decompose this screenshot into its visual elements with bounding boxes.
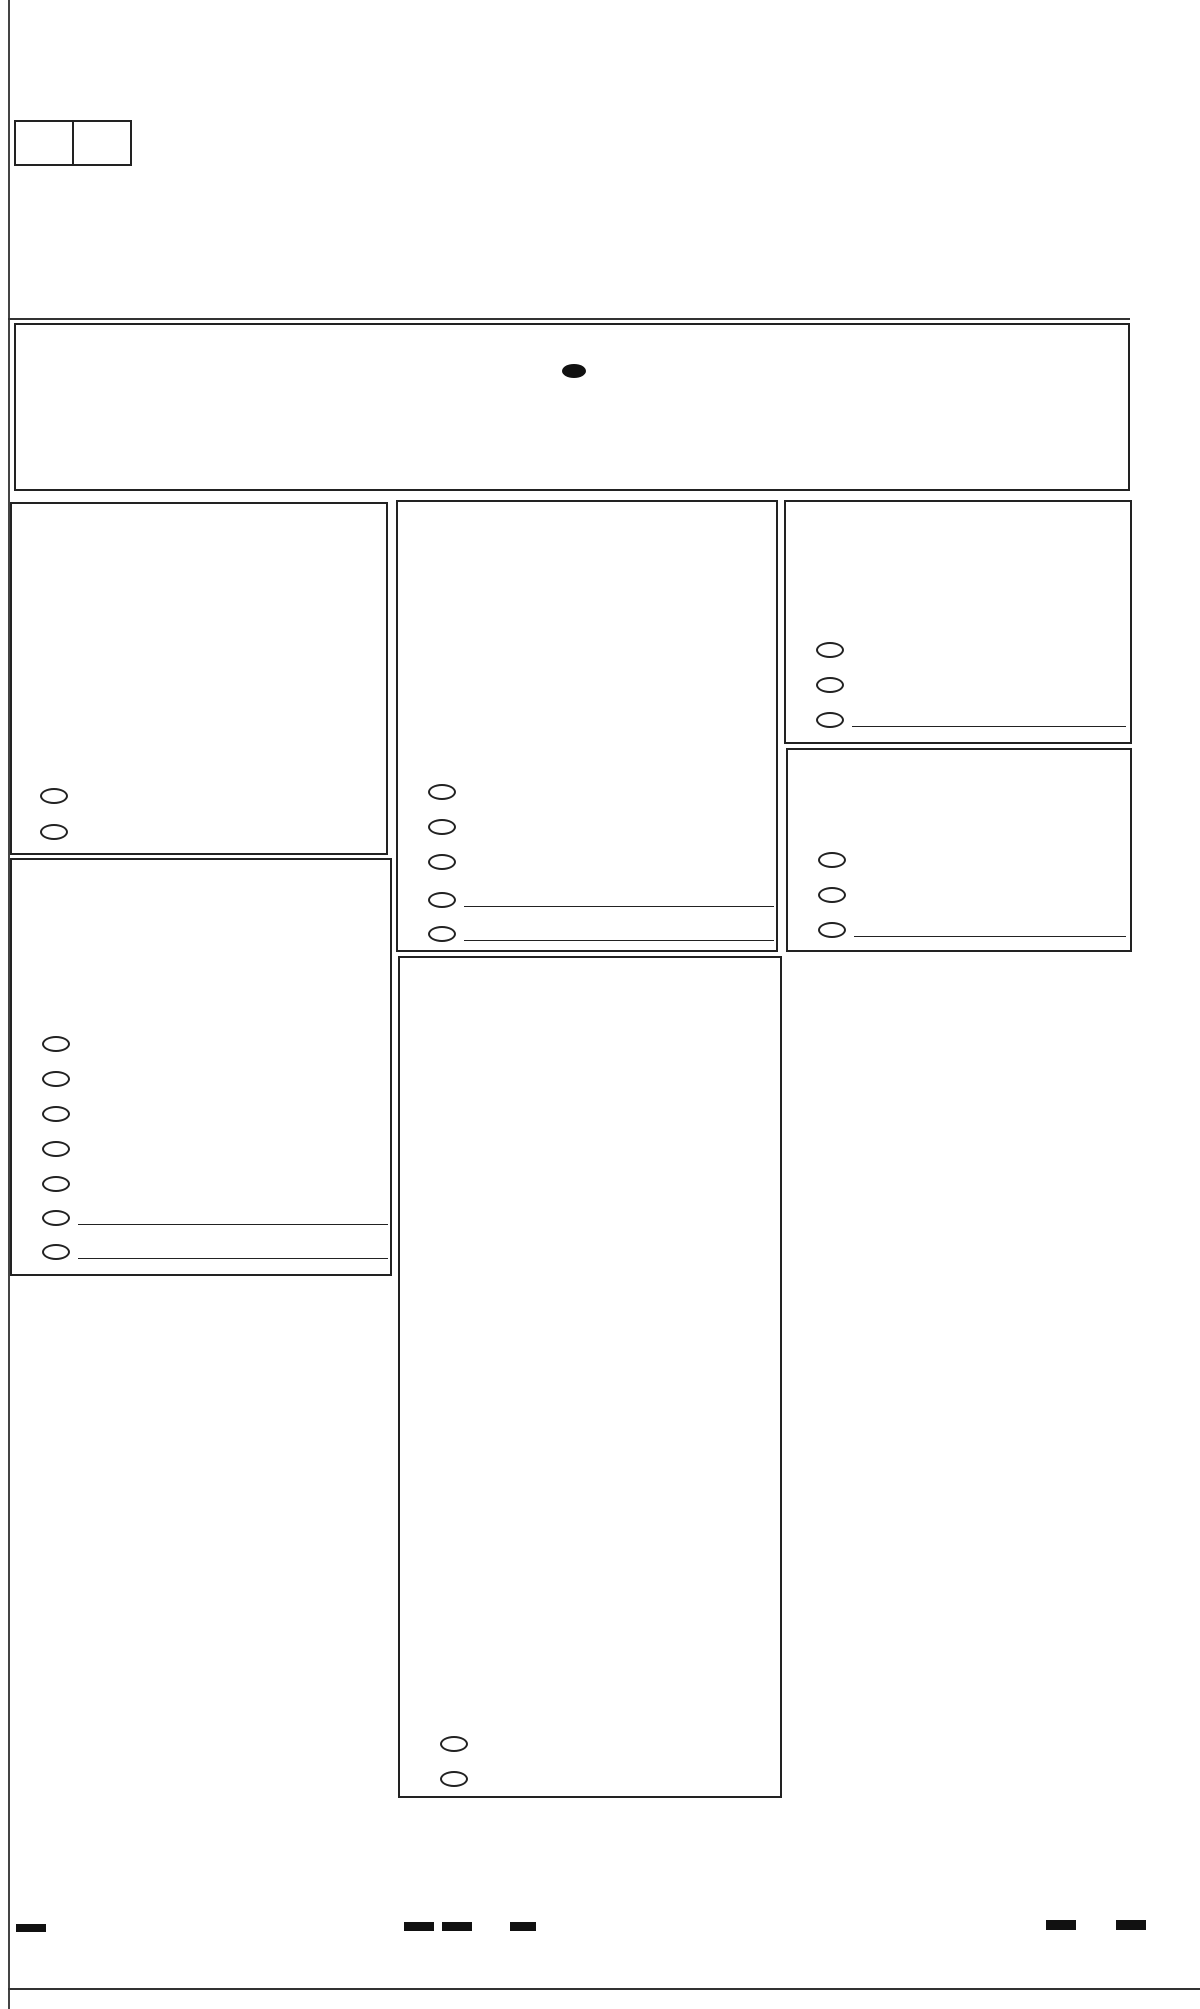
candidate-oval[interactable] xyxy=(42,1106,70,1122)
clever-school-candidate-1[interactable] xyxy=(428,784,464,800)
footer-mark-right-2 xyxy=(1116,1920,1146,1930)
otc-write-in-1[interactable] xyxy=(42,1210,78,1226)
write-in-oval[interactable] xyxy=(42,1210,70,1226)
mayor-candidate-2[interactable] xyxy=(816,677,852,693)
candidate-oval[interactable] xyxy=(428,819,456,835)
candidate-oval[interactable] xyxy=(818,852,846,868)
bond-yes-option[interactable] xyxy=(440,1736,476,1752)
clever-school-write-in-1[interactable] xyxy=(428,892,464,908)
library-yes-option[interactable] xyxy=(40,788,76,804)
write-in-oval[interactable] xyxy=(818,922,846,938)
alderman-candidate-2[interactable] xyxy=(818,887,854,903)
candidate-oval[interactable] xyxy=(818,887,846,903)
clever-school-candidate-3[interactable] xyxy=(428,854,464,870)
instructions-box xyxy=(14,323,1130,491)
no-oval[interactable] xyxy=(40,824,68,840)
candidate-oval[interactable] xyxy=(816,677,844,693)
footer-mark-right-1 xyxy=(1046,1920,1076,1930)
footer-mark-1 xyxy=(404,1922,434,1931)
candidate-oval[interactable] xyxy=(42,1176,70,1192)
library-no-option[interactable] xyxy=(40,824,76,840)
bond-contest-box xyxy=(398,956,782,1798)
write-in-oval[interactable] xyxy=(816,712,844,728)
mayor-write-in[interactable] xyxy=(816,712,852,728)
footer-mark-3 xyxy=(510,1922,536,1931)
candidate-oval[interactable] xyxy=(428,784,456,800)
yes-oval[interactable] xyxy=(40,788,68,804)
clever-school-write-in-2[interactable] xyxy=(428,926,464,942)
footer-mark-2 xyxy=(442,1922,472,1931)
footer-mark-left xyxy=(16,1924,46,1932)
write-in-oval[interactable] xyxy=(428,892,456,908)
clever-school-candidate-2[interactable] xyxy=(428,819,464,835)
no-oval[interactable] xyxy=(440,1771,468,1787)
header-rule xyxy=(8,318,1130,320)
otc-candidate-2[interactable] xyxy=(42,1071,78,1087)
yes-oval[interactable] xyxy=(440,1736,468,1752)
bottom-border xyxy=(8,1988,1200,1990)
alderman-write-in[interactable] xyxy=(818,922,854,938)
alderman-write-in-line[interactable] xyxy=(854,936,1126,937)
clever-school-write-in-line-1[interactable] xyxy=(464,906,774,907)
candidate-oval[interactable] xyxy=(42,1141,70,1157)
candidate-oval[interactable] xyxy=(428,854,456,870)
otc-contest-box xyxy=(10,858,392,1276)
instructions-line1 xyxy=(16,359,1128,383)
clever-school-write-in-line-2[interactable] xyxy=(464,940,774,941)
otc-write-in-line-1[interactable] xyxy=(78,1224,388,1225)
city-mayor-contest-box xyxy=(784,500,1132,744)
judges-initials-box xyxy=(14,120,132,166)
otc-candidate-4[interactable] xyxy=(42,1141,78,1157)
clever-school-contest-box xyxy=(396,500,778,952)
otc-candidate-5[interactable] xyxy=(42,1176,78,1192)
otc-candidate-1[interactable] xyxy=(42,1036,78,1052)
filled-oval-example-icon xyxy=(562,364,586,378)
mayor-write-in-line[interactable] xyxy=(852,726,1126,727)
bond-no-option[interactable] xyxy=(440,1771,476,1787)
candidate-oval[interactable] xyxy=(42,1071,70,1087)
mayor-candidate-1[interactable] xyxy=(816,642,852,658)
alderman-contest-box xyxy=(786,748,1132,952)
candidate-oval[interactable] xyxy=(816,642,844,658)
library-contest-box xyxy=(10,502,388,855)
candidate-oval[interactable] xyxy=(42,1036,70,1052)
judges-initials-divider xyxy=(72,122,74,164)
otc-candidate-3[interactable] xyxy=(42,1106,78,1122)
otc-write-in-line-2[interactable] xyxy=(78,1258,388,1259)
alderman-candidate-1[interactable] xyxy=(818,852,854,868)
write-in-oval[interactable] xyxy=(42,1244,70,1260)
write-in-oval[interactable] xyxy=(428,926,456,942)
otc-write-in-2[interactable] xyxy=(42,1244,78,1260)
